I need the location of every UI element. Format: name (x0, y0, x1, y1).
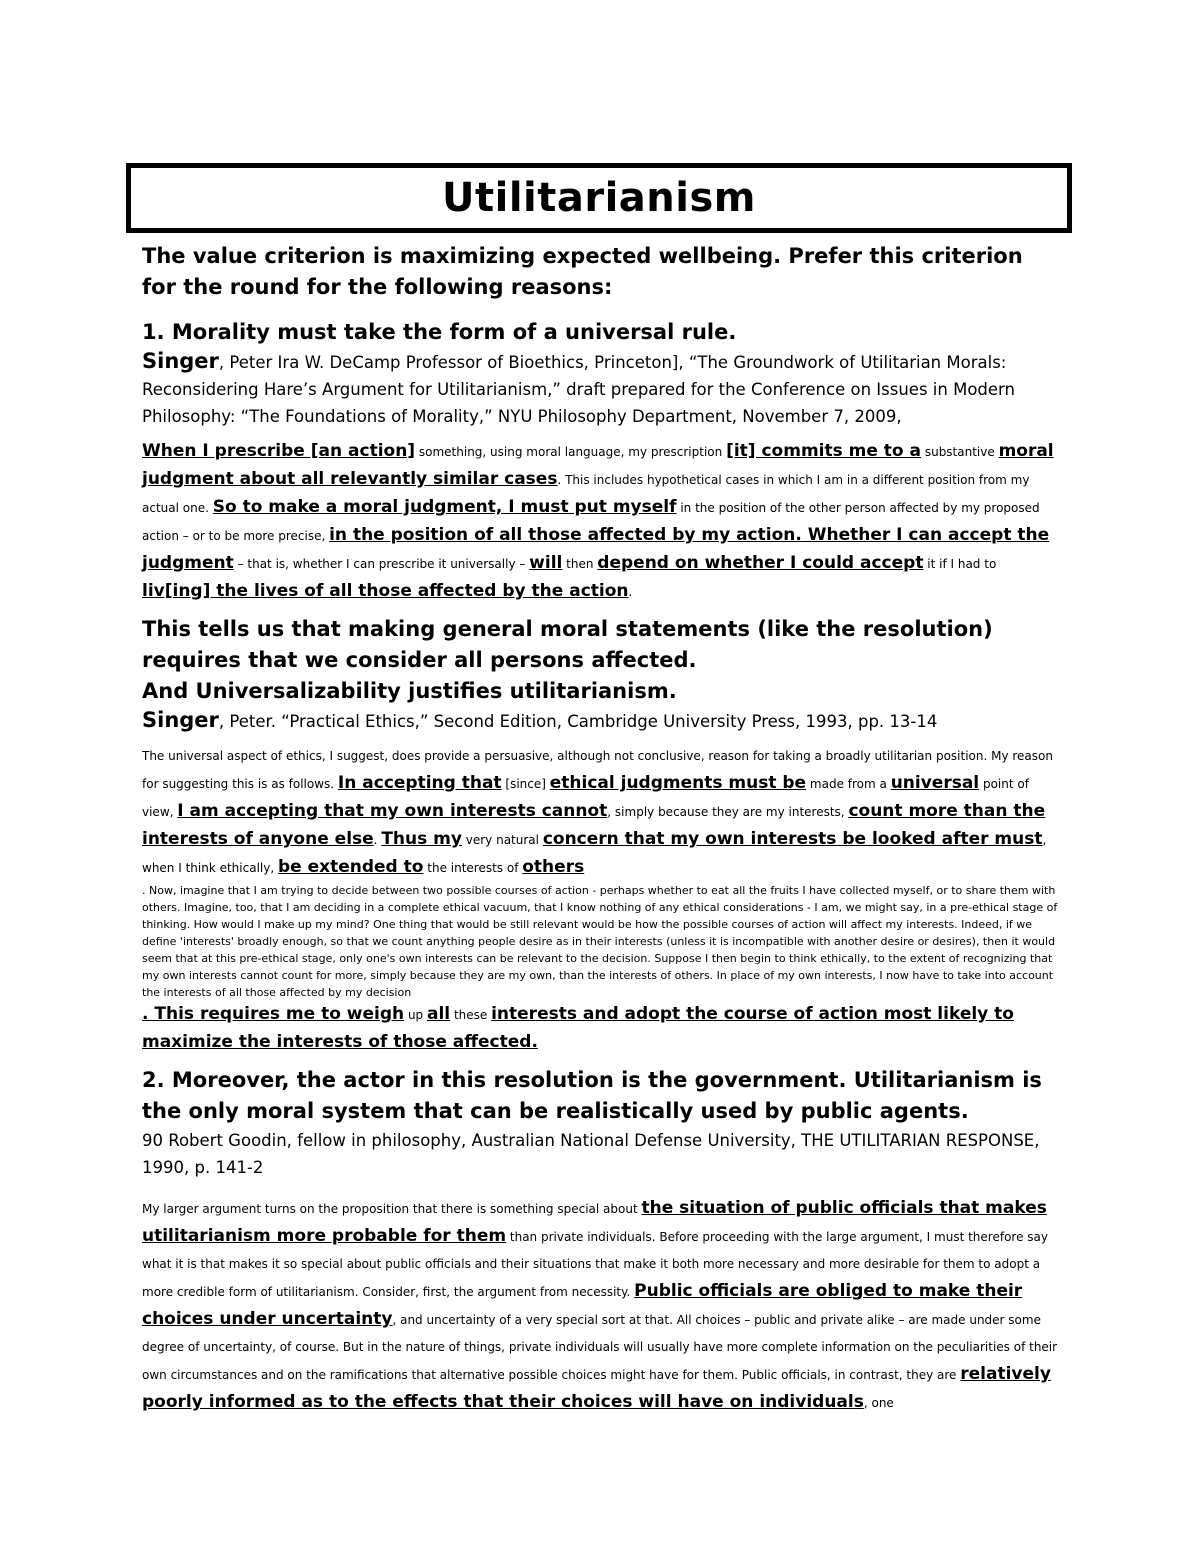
underlined-run: all (426, 1004, 451, 1024)
evidence-singer-1 (142, 438, 1060, 606)
plain-run: , simply because they are my interests, (607, 805, 849, 819)
plain-run: very natural (461, 833, 543, 847)
underlined-run: Public officials are obliged to make their choices under uncertainty (142, 1281, 1023, 1329)
citation-singer-1 (142, 348, 1060, 430)
plain-run: , when I think ethically, (142, 833, 1047, 875)
underlined-run: Thus my (381, 829, 462, 849)
underlined-run: others (522, 857, 585, 877)
plain-run: in the position of the other person affected by my proposed action – or to be more precise, (142, 501, 1040, 543)
plain-run: substantive (921, 445, 999, 459)
underlined-run: When I prescribe [an action] (142, 441, 416, 461)
plain-run: it if I had to (923, 557, 997, 571)
contention-2-heading: And Universalizability justifies utilitarianism. (142, 679, 677, 703)
evidence-singer-2-middle: . Now, imagine that I am trying to decide between two possible courses of action - perhaps whether to eat all the fruits I have collected myself, or to share them with others. Imagine, too, that I am deciding in a complete ethical vacuum, that I know nothing of any ethical considerations - I am, we might say, in a pre-ethical stage of thinking. How would I make up my mind? One thing that would be still relevant would be how the possible courses of action will affect my interests. Indeed, if we define 'interests' broadly enough, so that we count anything people desire as in their interests (unless it is incompatible with another desire or desires), then it would seem that at this pre-ethical stage, only one's own interests can be relevant to the decision. Suppose I then begin to think ethically, to the extent of recognizing that my own interests cannot count for more, simply because they are my own, than the interests of others. In place of my own interests, I now have to take into account the interests of all those affected by my decision (142, 884, 1058, 999)
underlined-run: interests and adopt the course of action most likely to maximize the interests of those affected. (142, 1004, 1014, 1052)
evidence-runs (142, 773, 1047, 877)
underlined-run: liv[ing] the lives of all those affected by the action (142, 581, 629, 601)
title-box (126, 163, 1072, 233)
plain-run: the interests of (423, 861, 523, 875)
underlined-run: In accepting that (337, 773, 502, 793)
plain-run: , one (863, 1396, 894, 1410)
cite-author: Singer (142, 349, 219, 373)
evidence-goodin (142, 1195, 1060, 1417)
plain-run: , and uncertainty of a very special sort at that. All choices – public and private alike – are made under some degree of uncertainty, of course. But in the nature of things, private individuals will usually have more complete information on the peculiarities of their own circumstances and on the ramifications that alternative possible choices might have for them. Public officials, in contrast, they are (142, 1313, 1058, 1382)
underlined-run: So to make a moral judgment, I must put myself (212, 497, 677, 517)
plain-run: made from a (806, 777, 891, 791)
document-content (142, 163, 1060, 1417)
evidence-singer-2 (142, 743, 1060, 1057)
underlined-run: ethical judgments must be (549, 773, 807, 793)
underlined-run: relatively poorly informed as to the effects that their choices will have on individuals (142, 1364, 1051, 1412)
underlined-run: be extended to (277, 857, 424, 877)
citation-singer-2 (142, 707, 1060, 735)
contention-3-heading: 2. Moreover, the actor in this resolution is the government. Utilitarianism is the only moral system that can be realistically used by public agents. (142, 1068, 1042, 1123)
evidence-intro: The universal aspect of ethics, I suggest, does provide a persuasive, although not conclusive, reason for taking a broadly utilitarian position. My reason for suggesting this is as follows. (142, 749, 1053, 791)
underlined-run: the situation of public officials that makes utilitarianism more probable for them (142, 1198, 1047, 1246)
plain-run: . This includes hypothetical cases in which I am in a different position from my actual one. (142, 473, 1030, 515)
underlined-run: . This requires me to weigh (142, 1004, 405, 1024)
page-title: Utilitarianism (442, 175, 756, 221)
plain-run: something, using moral language, my prescription (415, 445, 727, 459)
plain-run: . (628, 585, 633, 599)
cite-details: , Peter. “Practical Ethics,” Second Edition, Cambridge University Press, 1993, pp. 13-14 (218, 712, 938, 731)
underlined-run: concern that my own interests be looked after must (542, 829, 1043, 849)
underlined-run: depend on whether I could accept (597, 553, 924, 573)
underlined-run: [it] commits me to a (726, 441, 922, 461)
evidence-singer-2-part-1 (142, 743, 1060, 882)
contention-1-heading: 1. Morality must take the form of a universal rule. (142, 320, 737, 344)
underlined-run: universal (890, 773, 980, 793)
plain-run: My larger argument turns on the proposition that there is something special about (142, 1202, 642, 1216)
cite-details: , Peter Ira W. DeCamp Professor of Bioethics, Princeton], “The Groundwork of Utilitarian Morals: Reconsidering Hare’s Argument for Utilitarianism,” draft prepared for the Conference on Issues in Modern Philosophy: “The Foundations of Morality,” NYU Philosophy Department, November 7, 2009, (142, 353, 1015, 426)
underlined-run: in the position of all those affected by my action. Whether I can accept the judgment (142, 525, 1050, 573)
plain-run: up (404, 1008, 427, 1022)
plain-run: . (373, 833, 382, 847)
plain-run: point of view, (142, 777, 1029, 819)
cite-author: Singer (142, 708, 219, 732)
evidence-singer-2-end (142, 1001, 1060, 1057)
value-criterion: The value criterion is maximizing expected wellbeing. Prefer this criterion for the round for the following reasons: (142, 244, 1023, 299)
plain-run: than private individuals. Before proceeding with the large argument, I must therefore say what it is that makes it so special about public officials and their situations that make it both more necessary and more desirable for them to adopt a more credible form of utilitarianism. Consider, first, the argument from necessity. (142, 1230, 1048, 1299)
underlined-run: I am accepting that my own interests cannot (177, 801, 608, 821)
underlined-run: will (529, 553, 563, 573)
underlined-run: moral judgment about all relevantly similar cases (142, 441, 1054, 489)
analysis-statement: This tells us that making general moral statements (like the resolution) requires that we consider all persons affected. (142, 617, 993, 672)
plain-run: [since] (501, 777, 550, 791)
underlined-run: count more than the interests of anyone else (142, 801, 1046, 849)
citation-goodin: 90 Robert Goodin, fellow in philosophy, Australian National Defense University, THE UTILITARIAN RESPONSE, 1990, p. 141-2 (142, 1131, 1040, 1177)
plain-run: then (562, 557, 598, 571)
plain-run: – that is, whether I can prescribe it universally – (233, 557, 530, 571)
plain-run: these (450, 1008, 492, 1022)
